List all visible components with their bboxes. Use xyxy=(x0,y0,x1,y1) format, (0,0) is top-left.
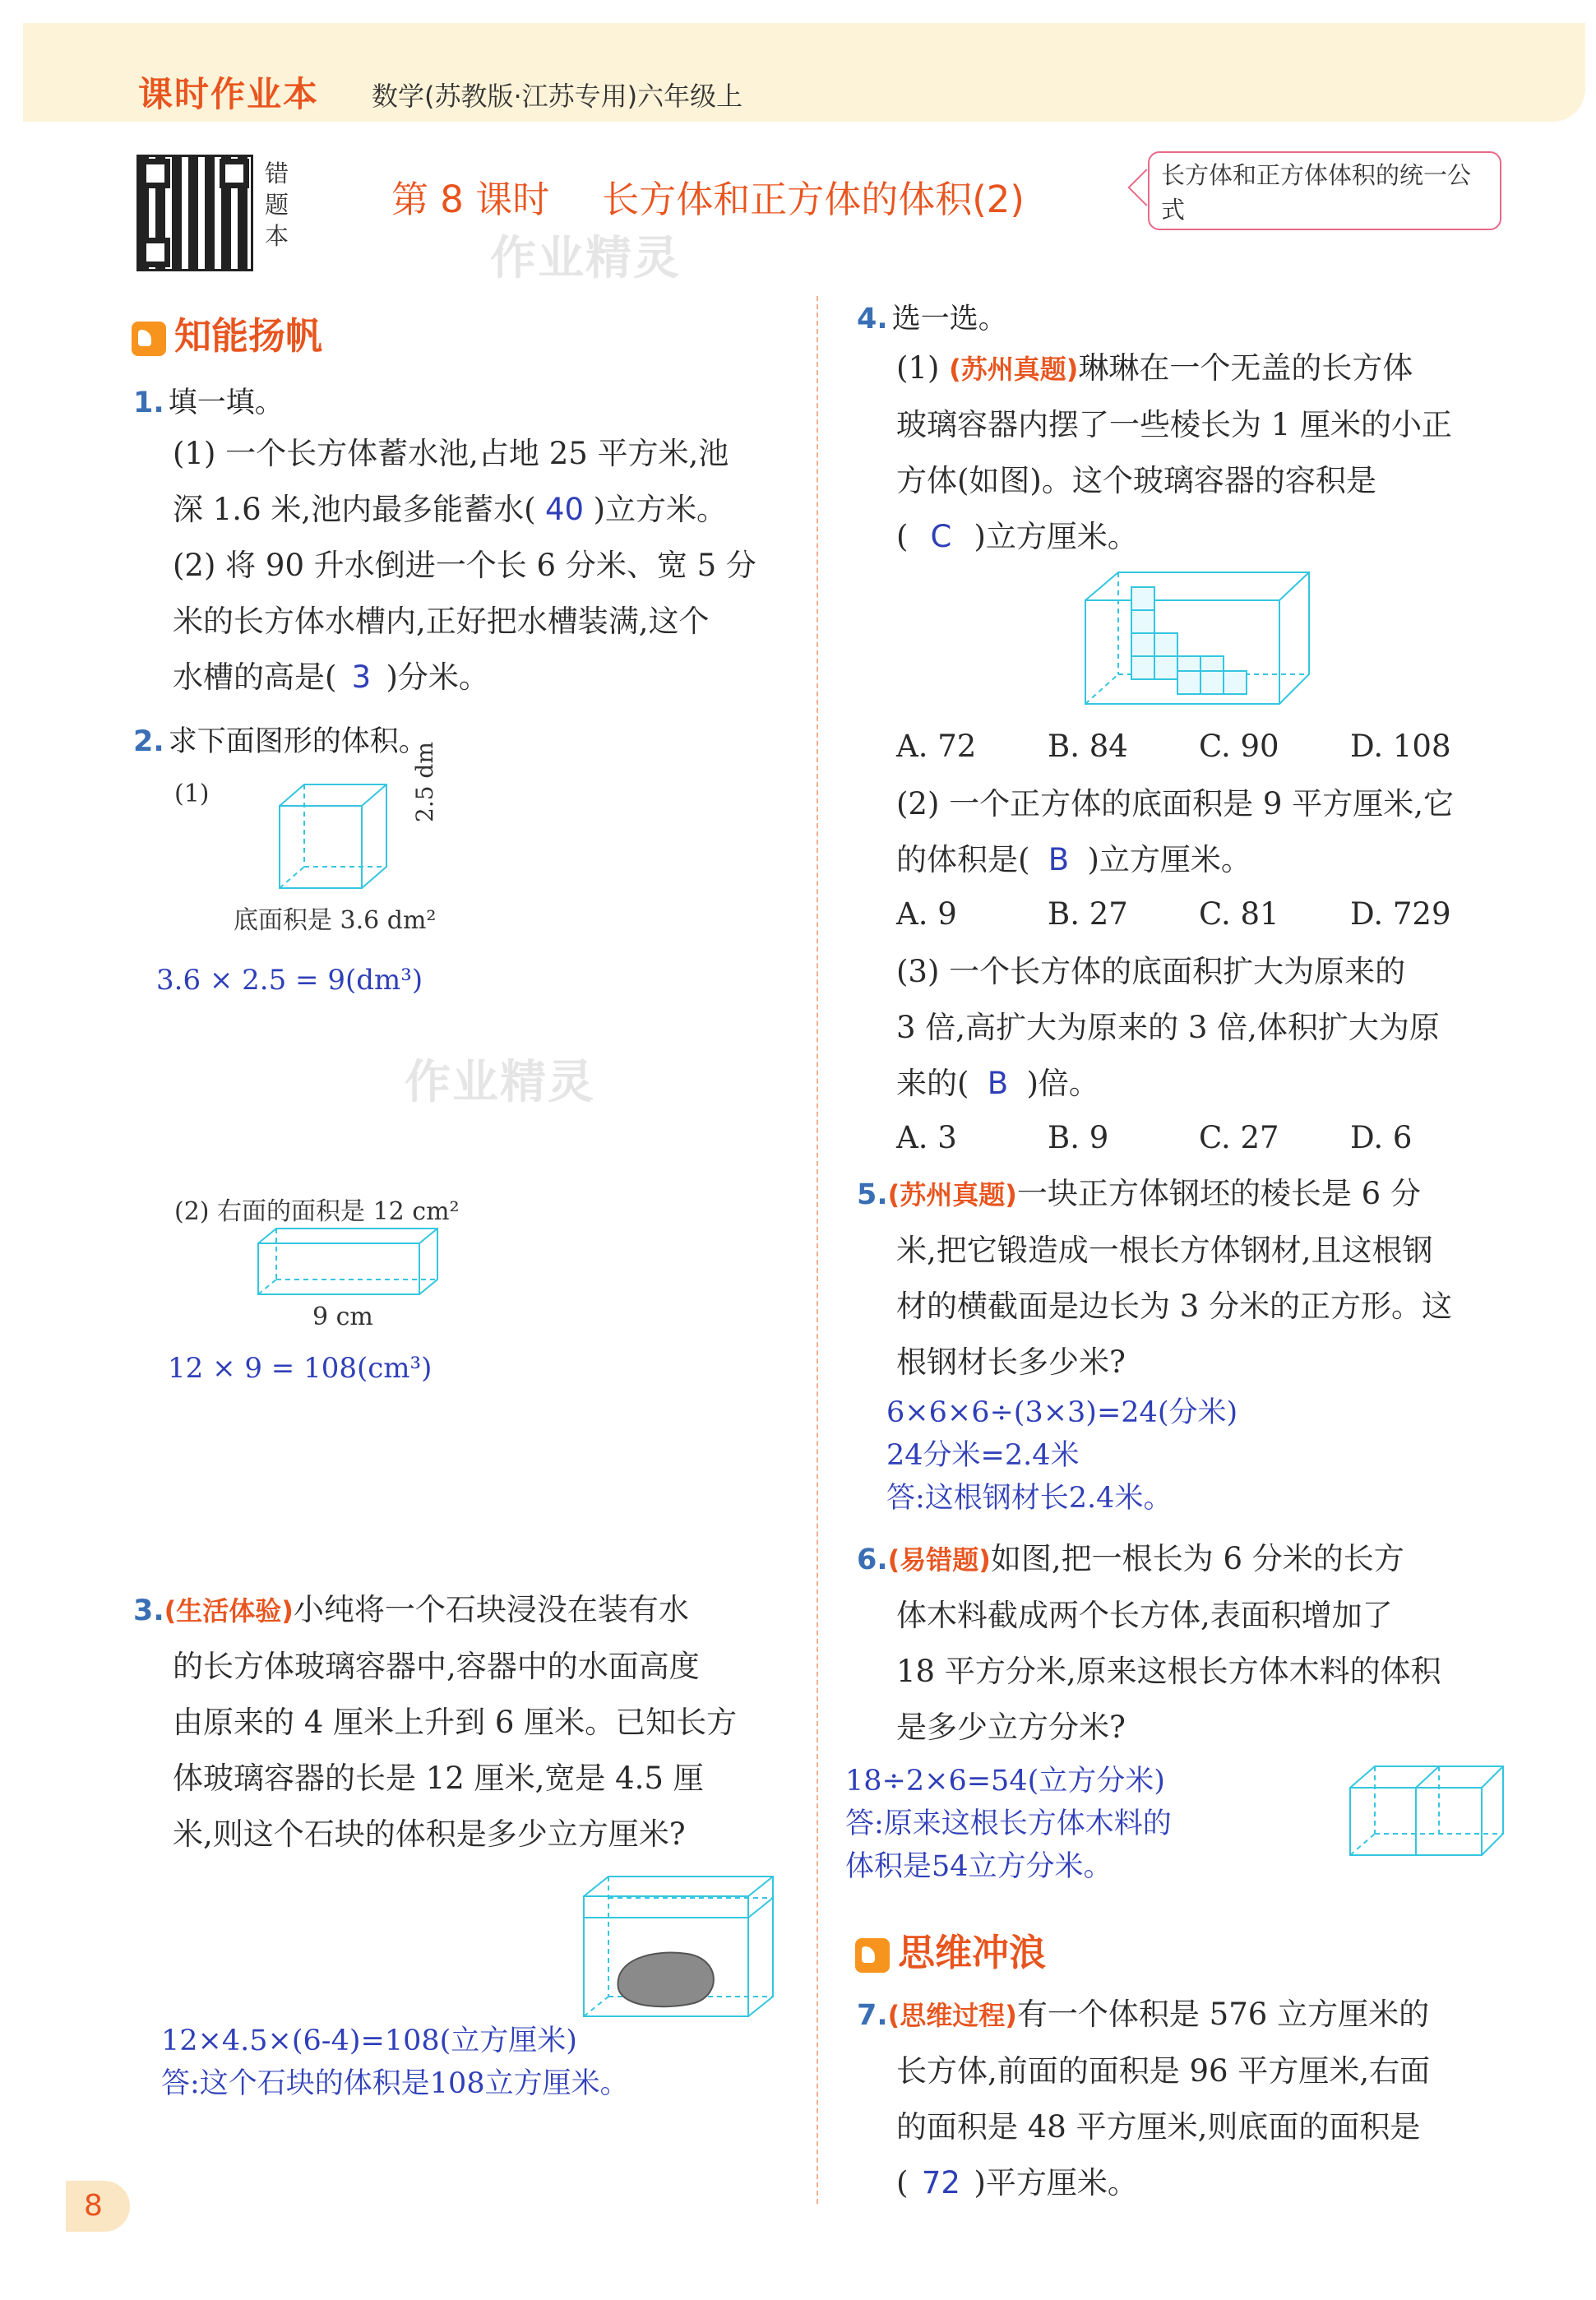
question-6 xyxy=(857,1531,1580,1756)
question-title: 填一填。 xyxy=(168,386,284,419)
text-line xyxy=(857,1987,1580,2043)
option-b: B. 27 xyxy=(1048,896,1128,932)
option-a: A. 3 xyxy=(896,1120,957,1155)
answer-blank: 3 xyxy=(351,659,372,695)
text-line: 体木料截成两个长方体,表面积增加了 xyxy=(896,1598,1393,1633)
text-line: 由原来的 4 厘米上升到 6 厘米。已知长方 xyxy=(173,1705,738,1740)
text-line: 的面积是 48 平方厘米,则底面的面积是 xyxy=(896,2109,1421,2145)
text-line: 材的横截面是边长为 3 分米的正方形。这 xyxy=(896,1289,1453,1324)
lesson-number: 第 8 课时 xyxy=(391,178,550,221)
answer-line: 体积是54立方分米。 xyxy=(845,1850,1113,1883)
option-d: D. 729 xyxy=(1350,896,1451,932)
text-line xyxy=(896,832,1554,888)
work-line: 18÷2×6=54(立方分米) xyxy=(845,1765,1165,1798)
subject-label: 数学(苏教版·江苏专用)六年级上 xyxy=(372,81,743,112)
text-line xyxy=(857,1531,1580,1588)
cuboid-figure-1 xyxy=(271,781,411,896)
work-line: 12×4.5×(6-4)=108(立方厘米) xyxy=(161,2025,577,2057)
glass-container-figure xyxy=(581,1873,778,2020)
text-line: 长方体,前面的面积是 96 平方厘米,右面 xyxy=(896,2053,1431,2089)
option-b: B. 84 xyxy=(1048,729,1128,764)
question-3 xyxy=(133,1582,791,1863)
text-line: 体玻璃容器的长是 12 厘米,宽是 4.5 厘 xyxy=(173,1761,704,1796)
text-span: 小纯将一个石块浸没在装有水 xyxy=(293,1592,689,1627)
text-span: 水槽的高是( xyxy=(173,659,337,695)
text-span: )倍。 xyxy=(1026,1066,1099,1101)
question-2 xyxy=(133,719,428,760)
question-source: (思维过程) xyxy=(887,2000,1017,2031)
q6-work xyxy=(845,1760,1172,1888)
lesson-name: 长方体和正方体的体积(2) xyxy=(602,178,1025,221)
lesson-title xyxy=(391,169,1025,223)
figure-1-label: (1) xyxy=(174,780,210,808)
question-4 xyxy=(857,296,1007,337)
question-source: (易错题) xyxy=(887,1544,991,1576)
text-line: 根钢材长多少米? xyxy=(896,1344,1126,1380)
question-number: 1. xyxy=(133,386,164,419)
text-line: (3) 一个长方体的底面积扩大为原来的 xyxy=(896,954,1406,989)
text-line: 18 平方分米,原来这根长方体木料的体积 xyxy=(896,1654,1441,1689)
text-span: 来的( xyxy=(896,1066,969,1101)
q4-options-2 xyxy=(896,896,1571,932)
text-line xyxy=(896,509,1554,565)
container-cubes-figure xyxy=(1082,567,1312,707)
text-line: (2) 一个正方体的底面积是 9 平方厘米,它 xyxy=(896,786,1454,821)
option-c: C. 90 xyxy=(1199,729,1279,764)
work-line: 6×6×6÷(3×3)=24(分米) xyxy=(886,1396,1238,1429)
text-line: 米,把它锻造成一根长方体钢材,且这根钢 xyxy=(896,1233,1433,1268)
option-a: A. 9 xyxy=(896,896,957,932)
column-divider xyxy=(817,296,818,2204)
text-span: 如图,把一根长为 6 分米的长方 xyxy=(990,1541,1404,1576)
text-line: 的长方体玻璃容器中,容器中的水面高度 xyxy=(173,1649,700,1684)
text-line: 是多少立方分米? xyxy=(896,1710,1126,1745)
text-line: 方体(如图)。这个玻璃容器的容积是 xyxy=(896,463,1376,498)
wood-bar-figure xyxy=(1347,1763,1508,1858)
option-d: D. 6 xyxy=(1350,1120,1413,1155)
text-span: )立方厘米。 xyxy=(1087,842,1251,877)
answer-line: 答:这个石块的体积是108立方厘米。 xyxy=(161,2067,629,2100)
text-span: )立方米。 xyxy=(593,492,727,527)
text-line: (1) 一个长方体蓄水池,占地 25 平方米,池 xyxy=(173,436,729,471)
section-heading-1 xyxy=(132,306,322,359)
option-b: B. 9 xyxy=(1048,1120,1109,1155)
question-title: 选一选。 xyxy=(891,303,1007,336)
section-title: 思维冲浪 xyxy=(898,1931,1047,1974)
text-span: ( xyxy=(896,2165,909,2201)
text-span: )平方厘米。 xyxy=(974,2165,1138,2201)
q5-work xyxy=(886,1391,1237,1520)
figure-1-height: 2.5 dm xyxy=(411,742,438,822)
text-span: ( xyxy=(896,519,909,554)
text-span: 琳琳在一个无盖的长方体 xyxy=(1078,350,1413,386)
watermark: 作业精灵 xyxy=(405,1056,595,1109)
qr-finder xyxy=(141,238,170,267)
text-span: )分米。 xyxy=(386,659,489,695)
q4-part-1 xyxy=(896,340,1554,565)
q2-work-1: 3.6 × 2.5 = 9(dm³) xyxy=(156,964,423,997)
q4-options-3 xyxy=(896,1120,1571,1155)
q4-options-1 xyxy=(896,729,1571,764)
answer-blank: B xyxy=(1048,842,1070,877)
question-number: 7. xyxy=(857,1999,888,2032)
text-line xyxy=(173,482,798,538)
question-number: 6. xyxy=(857,1543,888,1576)
question-source: (生活体验) xyxy=(164,1595,294,1627)
stone-shape xyxy=(618,1953,714,2007)
text-span: 深 1.6 米,池内最多能蓄水( xyxy=(173,492,536,527)
option-c: C. 81 xyxy=(1199,896,1279,932)
topic-tag: 长方体和正方体体积的统一公式 xyxy=(1148,151,1501,230)
text-line xyxy=(857,2155,1580,2211)
question-source: (苏州真题) xyxy=(949,354,1079,385)
question-source: (苏州真题) xyxy=(887,1179,1017,1210)
work-line: 24分米=2.4米 xyxy=(886,1439,1080,1472)
text-line: (1) (苏州真题)琳琳在一个无盖的长方体 xyxy=(896,350,1413,386)
page-number: 8 xyxy=(66,2181,130,2232)
watermark: 作业精灵 xyxy=(490,232,681,285)
option-d: D. 108 xyxy=(1350,729,1451,764)
qr-finder xyxy=(141,159,170,188)
question-1 xyxy=(133,380,284,421)
question-number: 2. xyxy=(133,725,164,758)
option-c: C. 27 xyxy=(1199,1120,1279,1155)
text-line xyxy=(173,650,798,706)
text-line xyxy=(133,1582,791,1639)
wave-icon xyxy=(855,1938,890,1973)
text-line xyxy=(896,1056,1554,1112)
wrong-questions-label: 错题本 xyxy=(265,160,289,250)
figure-2-label: (2) 右面的面积是 12 cm² xyxy=(174,1197,460,1226)
q1-body xyxy=(173,426,798,706)
answer-line: 答:原来这根长方体木料的 xyxy=(845,1807,1172,1840)
question-7 xyxy=(857,1987,1580,2211)
answer-blank: C xyxy=(930,519,952,554)
question-title: 求下面图形的体积。 xyxy=(168,725,428,758)
text-line: 玻璃容器内摆了一些棱长为 1 厘米的小正 xyxy=(896,407,1453,442)
question-5 xyxy=(857,1166,1580,1391)
question-number: 4. xyxy=(857,303,888,336)
answer-blank: 40 xyxy=(545,492,585,527)
answer-blank: B xyxy=(987,1066,1009,1101)
text-span: 的体积是( xyxy=(896,842,1030,877)
q4-part-2 xyxy=(896,776,1554,888)
q3-work xyxy=(161,2020,629,2105)
q2-work-2: 12 × 9 = 108(cm³) xyxy=(168,1352,433,1385)
answer-blank: 72 xyxy=(921,2165,960,2201)
text-span: )立方厘米。 xyxy=(974,519,1138,554)
qr-finder xyxy=(220,159,249,188)
text-span: 一块正方体钢坯的棱长是 6 分 xyxy=(1016,1176,1421,1211)
text-line xyxy=(857,1166,1580,1223)
q4-part-3 xyxy=(896,944,1554,1112)
question-number: 3. xyxy=(133,1594,164,1627)
text-line: 米,则这个石块的体积是多少立方厘米? xyxy=(173,1816,686,1852)
option-a: A. 72 xyxy=(896,729,977,764)
text-line: (2) 将 90 升水倒进一个长 6 分米、宽 5 分 xyxy=(173,548,756,583)
figure-2-length: 9 cm xyxy=(312,1303,373,1331)
section-heading-2 xyxy=(855,1923,1046,1976)
sail-icon xyxy=(132,322,166,356)
qr-code-icon[interactable] xyxy=(136,155,253,271)
answer-line: 答:这根钢材长2.4米。 xyxy=(886,1482,1173,1515)
brand-title: 课时作业本 xyxy=(138,74,320,114)
text-span: 有一个体积是 576 立方厘米的 xyxy=(1016,1997,1430,2032)
text-line: 3 倍,高扩大为原来的 3 倍,体积扩大为原 xyxy=(896,1010,1440,1045)
section-title: 知能扬帆 xyxy=(174,314,323,358)
cuboid-figure-2 xyxy=(255,1225,444,1298)
figure-1-base: 底面积是 3.6 dm² xyxy=(234,906,437,935)
text-line: 米的长方体水槽内,正好把水槽装满,这个 xyxy=(173,604,710,639)
question-number: 5. xyxy=(857,1178,888,1211)
